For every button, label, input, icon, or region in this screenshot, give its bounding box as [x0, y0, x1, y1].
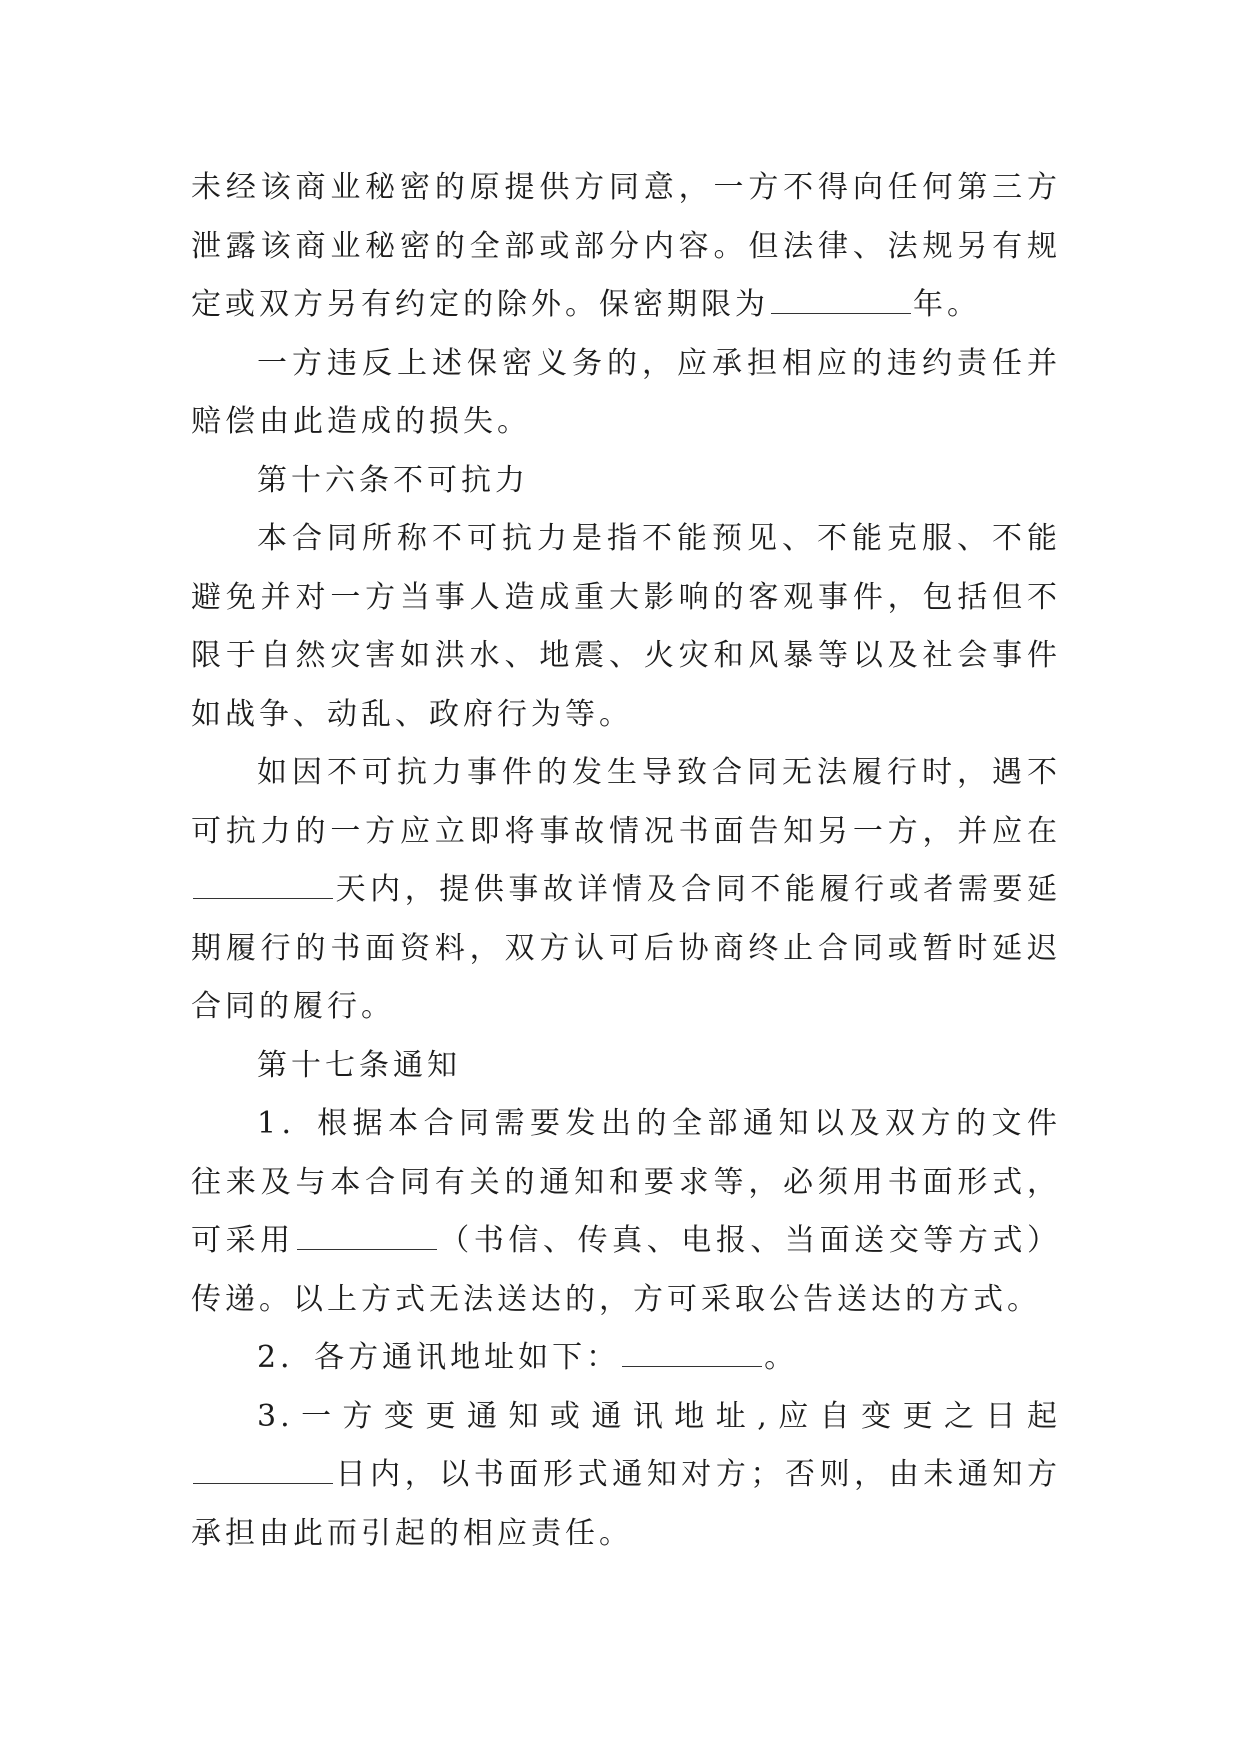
paragraph-notice-form: 1．根据本合同需要发出的全部通知以及双方的文件往来及与本合同有关的通知和要求等，必须用书面形式，可采用 （书信、传真、电报、当面送交等方式）传递。以上方式无法送达的，方可采取公告送达的方式。 [191, 1106, 1062, 1317]
paragraph-address-change: 3.一方变更通知或通讯地址,应自变更之日起日内，以书面形式通知对方；否则，由未通知方承担由此而引起的相应责任。 [191, 1398, 1061, 1551]
heading-article-17: 第十七条通知 [257, 1047, 461, 1083]
paragraph-addresses: 2．各方通讯地址如下： 。 [257, 1340, 799, 1375]
paragraph-breach: 一方违反上述保密义务的，应承担相应的违约责任并赔偿由此造成的损失。 [191, 345, 1061, 439]
paragraph-force-majeure-notice: 如因不可抗力事件的发生导致合同无法履行时，遇不可抗力的一方应立即将事故情况书面告知另一方，并应在天内，提供事故详情及合同不能履行或者需要延期履行的书面资料，双方认可后协商终止合同或暂时延迟合同的履行。 [191, 755, 1061, 1024]
blank-field [622, 1338, 762, 1367]
blank-field [193, 1455, 333, 1484]
blank-field [771, 285, 911, 314]
heading-article-16: 第十六条不可抗力 [257, 462, 529, 498]
blank-field [297, 1221, 437, 1250]
contract-text [191, 159, 1061, 1563]
paragraph-confidentiality: 未经该商业秘密的原提供方同意，一方不得向任何第三方泄露该商业秘密的全部或部分内容。但法律、法规另有规定或双方另有约定的除外。保密期限为 年。 [191, 170, 1061, 322]
paragraph-force-majeure-definition: 本合同所称不可抗力是指不能预见、不能克服、不能避免并对一方当事人造成重大影响的客观事件，包括但不限于自然灾害如洪水、地震、火灾和风暴等以及社会事件如战争、动乱、政府行为等。 [191, 521, 1061, 732]
blank-field [193, 870, 333, 899]
